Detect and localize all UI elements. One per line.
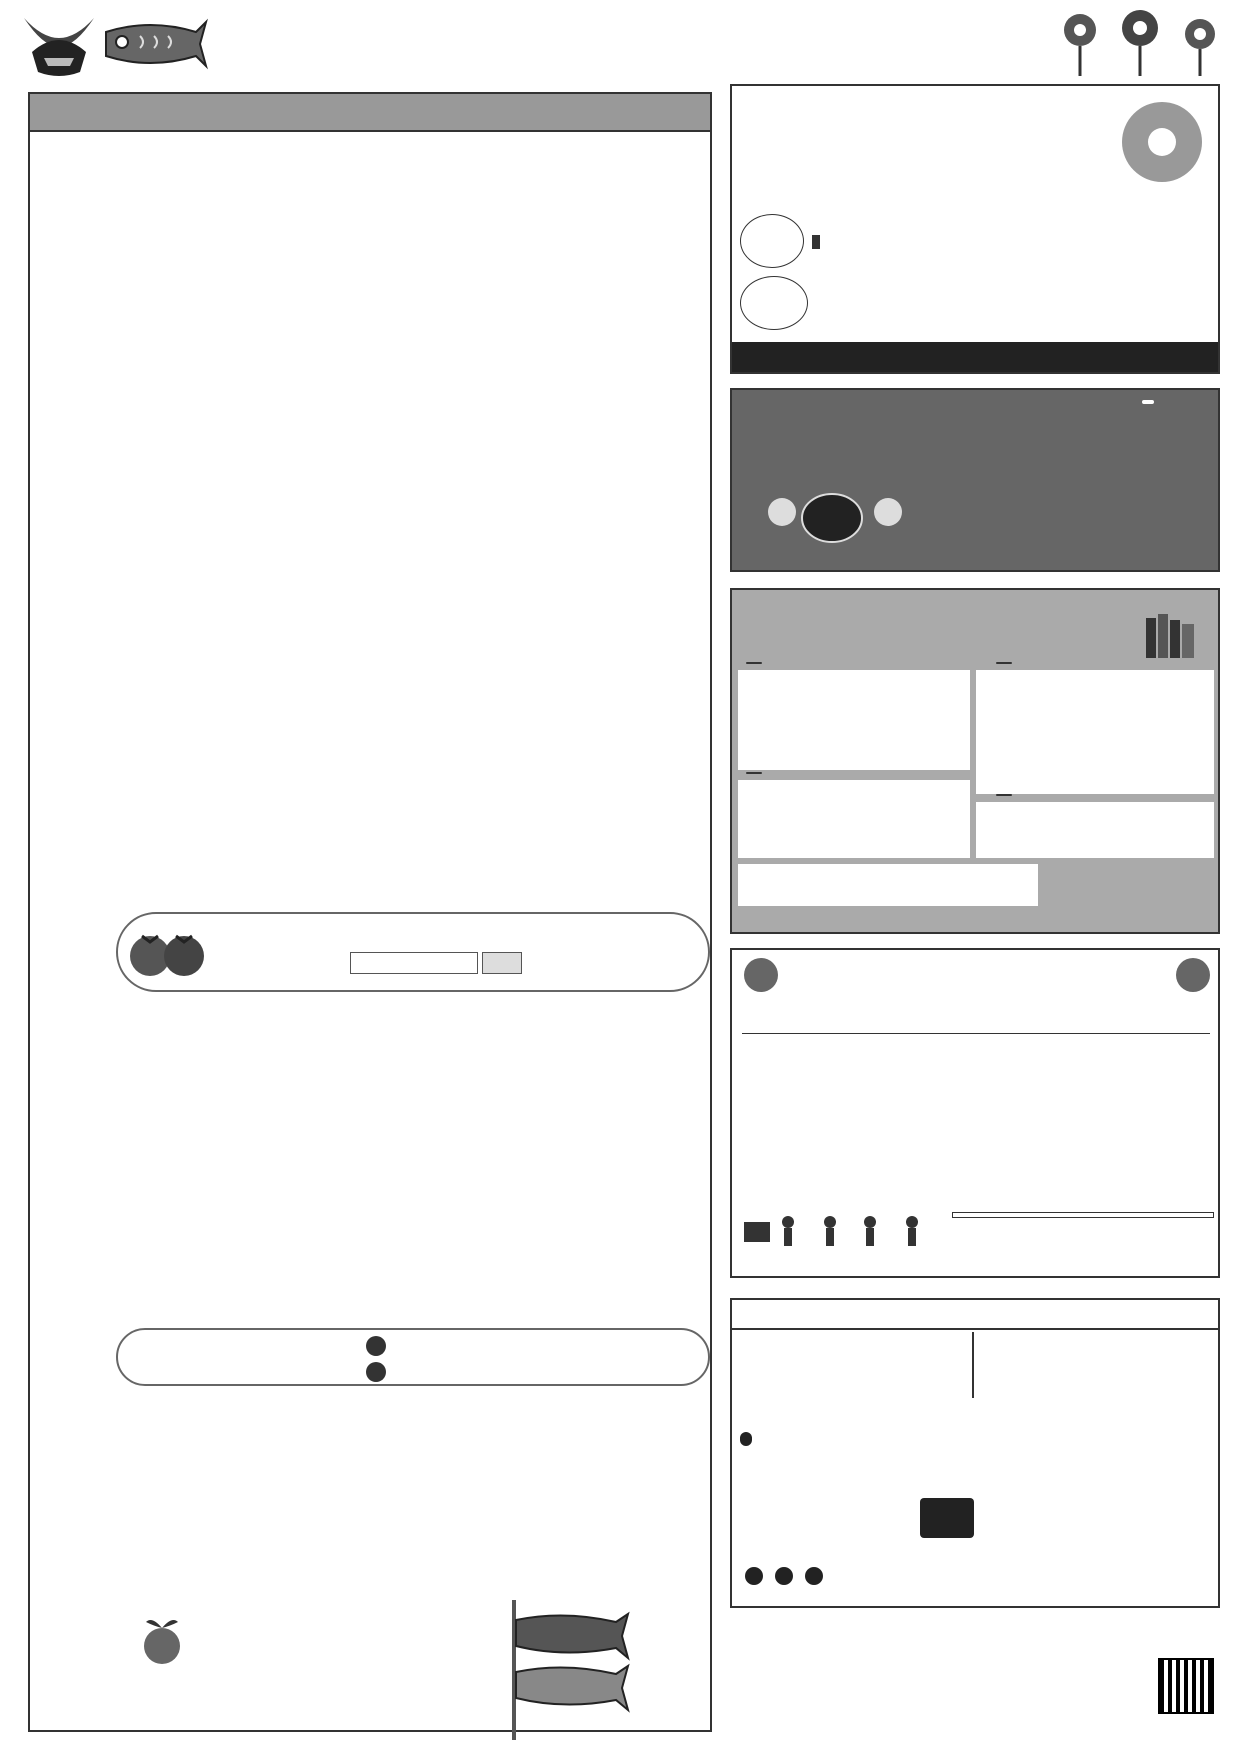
room2-label [996, 662, 1012, 664]
taiko-illustration [752, 482, 922, 552]
geijutsu-panel [730, 948, 1220, 1278]
kodomo-panel [730, 588, 1220, 934]
plum-icon-left [744, 958, 778, 992]
room3-label [746, 772, 762, 774]
flowers-illustration [1040, 6, 1230, 76]
year-bar [28, 92, 712, 132]
tsuki-badge [1142, 400, 1154, 404]
jigyo-desc [740, 1432, 752, 1446]
birds-icon [740, 1558, 840, 1588]
tsutsuji-panel [730, 84, 1220, 374]
rotary-box [738, 864, 1038, 906]
room3-box [738, 780, 970, 858]
geijutsu-header [742, 1014, 1210, 1034]
room4-label [996, 794, 1012, 796]
koinobori-illustration [100, 14, 210, 74]
date1-badge [740, 214, 804, 268]
room2-box [976, 670, 1214, 794]
tsuki-panel [730, 388, 1220, 572]
azalea-icon [1112, 92, 1212, 192]
room1-label [746, 662, 762, 664]
search-input[interactable] [350, 952, 478, 974]
qr-code[interactable] [1160, 1660, 1212, 1712]
farmers-banner [116, 1328, 710, 1386]
room1-box [738, 670, 970, 770]
geijutsu-legend [952, 1212, 1214, 1218]
plum-icon-right [1176, 958, 1210, 992]
books-icon [1142, 610, 1202, 660]
tsutsuji-contact [732, 342, 1218, 372]
search-button[interactable] [482, 952, 522, 974]
fri-badge [366, 1362, 386, 1382]
asaichi-banner [116, 912, 710, 992]
vegetables-icon [138, 1614, 186, 1670]
divider [972, 1332, 974, 1398]
koinobori-pole-illustration [504, 1600, 634, 1740]
kabuto-illustration [14, 8, 104, 88]
wagtail-head [732, 1300, 1218, 1330]
date2-badge [740, 276, 808, 330]
performers-icon [740, 1212, 950, 1248]
wagtail-logo [730, 1618, 840, 1688]
wagtail-panel [730, 1298, 1220, 1608]
room4-box [976, 802, 1214, 858]
fee-badge [920, 1498, 974, 1538]
thu-badge [366, 1336, 386, 1356]
tsutsuji-t1a [812, 232, 820, 250]
tomato-icon [128, 924, 208, 978]
